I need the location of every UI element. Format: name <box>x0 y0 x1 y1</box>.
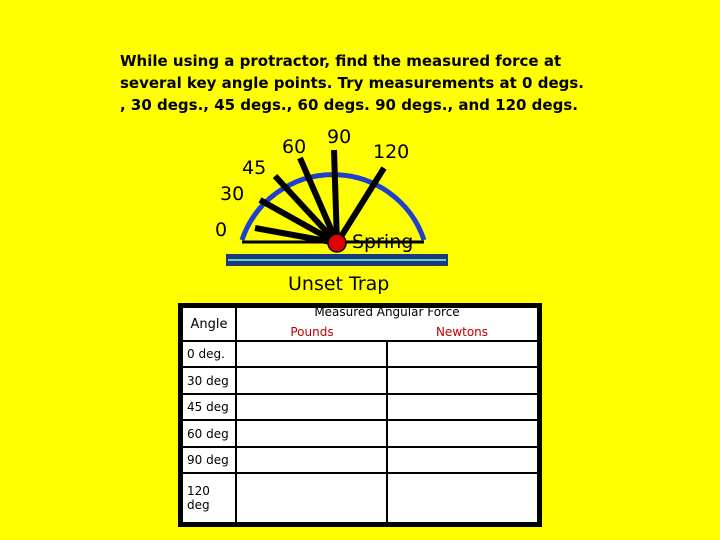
pounds-cell[interactable] <box>236 394 387 420</box>
pounds-header: Pounds <box>290 325 334 339</box>
angle-label-120: 120 <box>373 141 410 163</box>
row-label: 90 deg <box>182 447 236 473</box>
pounds-cell[interactable] <box>236 473 387 523</box>
row-label: 0 deg. <box>182 341 236 367</box>
table-row <box>182 420 538 446</box>
spring-label: Spring <box>352 231 414 253</box>
angle-label-45: 45 <box>242 157 267 179</box>
row-label: 45 deg <box>182 394 236 420</box>
pounds-cell[interactable] <box>236 367 387 393</box>
protractor-diagram <box>200 118 460 298</box>
pounds-cell[interactable] <box>236 341 387 367</box>
newtons-cell[interactable] <box>387 420 538 446</box>
pounds-cell[interactable] <box>236 420 387 446</box>
angle-label-0: 0 <box>215 219 228 241</box>
table-row <box>182 394 538 420</box>
measured-force-header <box>236 307 538 341</box>
spoke-90 <box>334 150 337 243</box>
unset-trap-label: Unset Trap <box>288 273 390 295</box>
force-table <box>181 306 539 524</box>
newtons-cell[interactable] <box>387 394 538 420</box>
table-row <box>182 367 538 393</box>
angle-label-90: 90 <box>327 126 352 148</box>
angle-header: Angle <box>182 307 236 341</box>
table-row <box>182 447 538 473</box>
row-label: 60 deg <box>182 420 236 446</box>
pounds-cell[interactable] <box>236 447 387 473</box>
pivot-dot <box>328 234 346 252</box>
newtons-cell[interactable] <box>387 447 538 473</box>
table-row <box>182 473 538 523</box>
newtons-cell[interactable] <box>387 473 538 523</box>
group-header-title: Measured Angular Force <box>314 305 460 319</box>
instructions-text: While using a protractor, find the measured force at several key angle points. Try measurements at 0 degs. , 30 degs., 45 degs., 60 degs. 90 degs., and 120 degs. <box>120 52 584 114</box>
row-label: 30 deg <box>182 367 236 393</box>
row-label: 120 deg <box>182 473 236 523</box>
table-row <box>182 341 538 367</box>
header-row <box>182 307 538 341</box>
newtons-cell[interactable] <box>387 341 538 367</box>
newtons-header: Newtons <box>435 325 489 339</box>
force-table-container <box>178 303 542 527</box>
angle-label-60: 60 <box>282 136 307 158</box>
newtons-cell[interactable] <box>387 367 538 393</box>
angle-label-30: 30 <box>220 183 245 205</box>
